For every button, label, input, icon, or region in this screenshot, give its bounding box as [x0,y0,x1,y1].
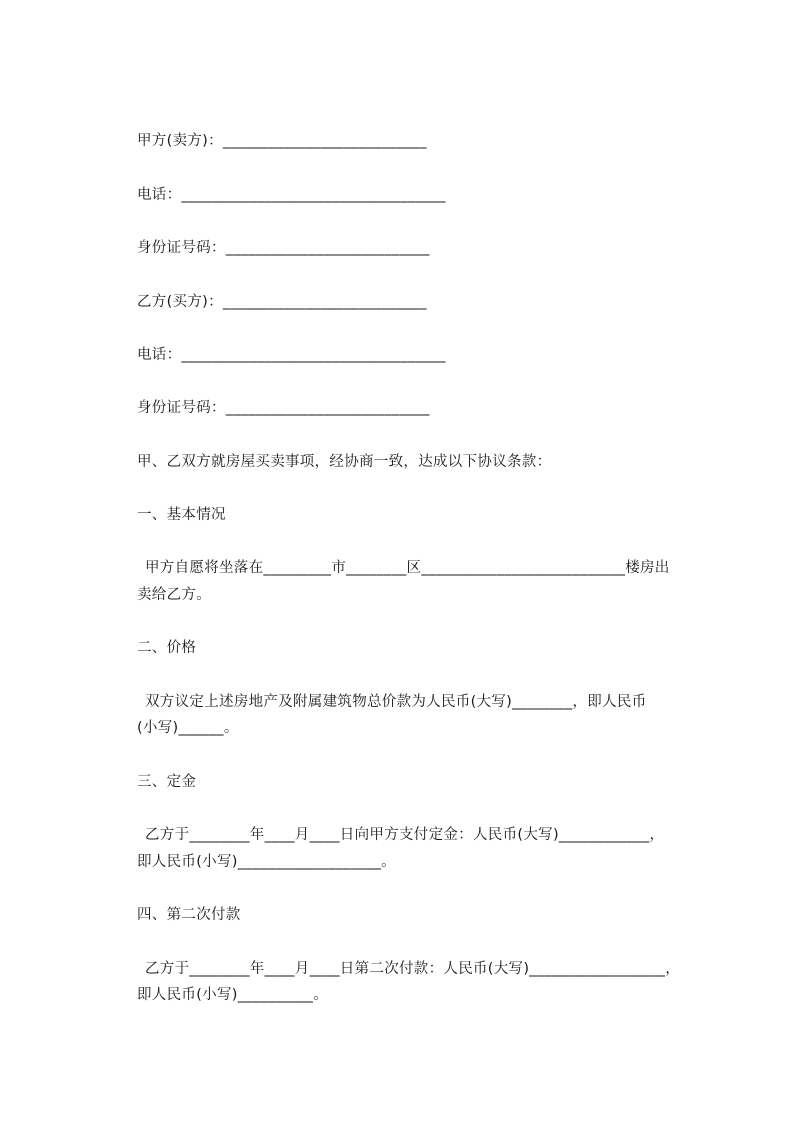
section-4-text-line-2: 即人民币(小写)__________。 [137,987,329,1003]
section-2-heading: 二、价格 [137,640,197,656]
seller-id-line: 身份证号码：___________________________ [137,240,430,256]
buyer-id-line: 身份证号码：___________________________ [137,400,430,416]
seller-phone-line: 电话：___________________________________ [137,187,446,203]
buyer-phone-line: 电话：___________________________________ [137,347,446,363]
section-3-text-line-2: 即人民币(小写)___________________。 [137,854,396,870]
buyer-name-line: 乙方(买方)：___________________________ [137,294,427,310]
agreement-intro: 甲、乙双方就房屋买卖事项，经协商一致，达成以下协议条款： [137,454,552,470]
section-3-text-line-1: 乙方于________年____月____日向甲方支付定金：人民币(大写)____________， [145,827,665,843]
section-2-text-line-1: 双方议定上述房地产及附属建筑物总价款为人民币(大写)________，即人民币 [145,694,647,710]
section-4-text-line-1: 乙方于________年____月____日第二次付款：人民币(大写)__________________， [145,961,681,977]
section-1-heading: 一、基本情况 [137,507,226,523]
section-1-text-line-1: 甲方自愿将坐落在_________市________区___________________________楼房出 [145,560,670,576]
section-2-text-line-2: (小写)______。 [137,720,239,736]
seller-name-line: 甲方(卖方)：___________________________ [137,133,427,149]
section-3-heading: 三、定金 [137,774,197,790]
section-4-heading: 四、第二次付款 [137,907,241,923]
section-1-text-line-2: 卖给乙方。 [137,587,211,603]
